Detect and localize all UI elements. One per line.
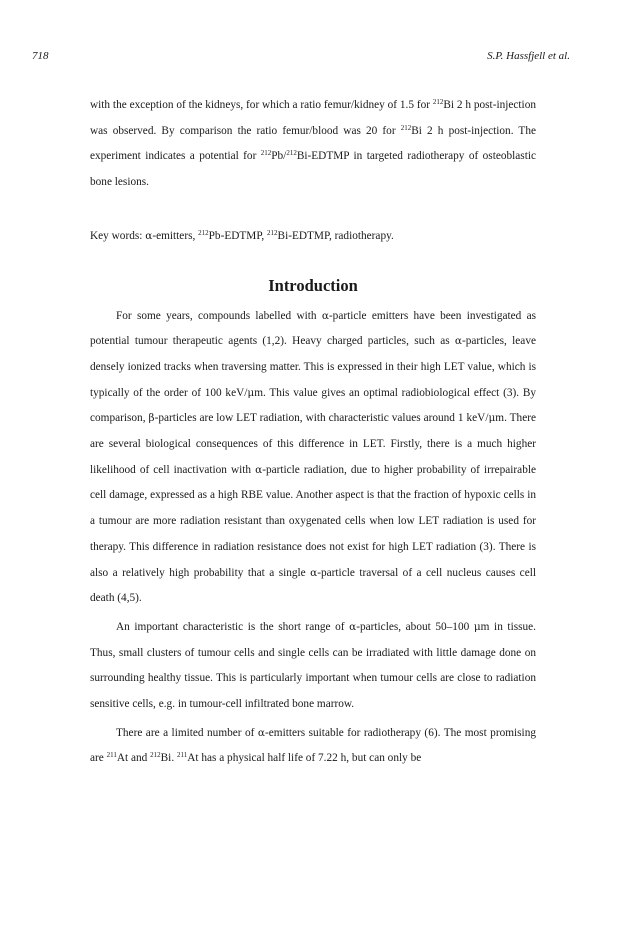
keywords: Key words: α-emitters, $^{212}$Pb-EDTMP, $^{212}$Bi-EDTMP, radiotherapy. [90,228,394,242]
abstract-continuation: with the exception of the kidneys, for which a ratio femur/kidney of 1.5 for $^{212}$Bi 2 h post-injection was observed. By comparison the ratio femur/blood was 20 for $^{212}$Bi 2 h post-injection. The experiment indicates a potential for $^{212}$Pb/$^{212}$Bi-EDTMP in targeted radiotherapy of osteoblastic bone lesions. [90,98,536,189]
page-header [32,50,570,66]
paragraph-1: For some years, compounds labelled with α-particle emitters have been investigated as potential tumour therapeutic agents (1,2). Heavy charged particles, such as α-particles, leave densely ionized tracks when traversing matter. This is expressed in their high LET value, which is typically of the order of 100 keV/μm. This value gives an optimal radiobiological effect (3). By comparison, β-particles are low LET radiation, with characteristic values around 1 keV/μm. There are several biological consequences of this difference in LET. Firstly, there is a much higher likelihood of cell inactivation with α-particle radiation, due to higher probability of irrepairable cell damage, expressed as a high RBE value. Another aspect is that the fraction of hypoxic cells in a tumour are more radiation resistant than oxygenated cells when low LET radiation is used for therapy. This difference in radiation resistance does not exist for high LET radiation (3). There is also a relatively high probability that a single α-particle traversal of a cell nucleus causes cell death (4,5). [90,309,536,605]
paragraph-2: An important characteristic is the short range of α-particles, about 50–100 μm in tissue. Thus, small clusters of tumour cells and single cells can be irradiated with little damage done on surrounding healthy tissue. This is particularly important when tumour cells are close to radiation sensitive cells, e.g. in tumour-cell infiltrated bone marrow. [90,620,536,711]
page-number: 718 [32,50,49,62]
running-head: S.P. Hassfjell et al. [487,50,570,62]
page-body [90,93,536,772]
paragraph-3: There are a limited number of α-emitters suitable for radiotherapy (6). The most promising are $^{211}$At and $^{212}$Bi. $^{211}$At has a physical half life of 7.22 h, but can only be [90,726,536,765]
section-title-introduction: Introduction [268,275,358,295]
